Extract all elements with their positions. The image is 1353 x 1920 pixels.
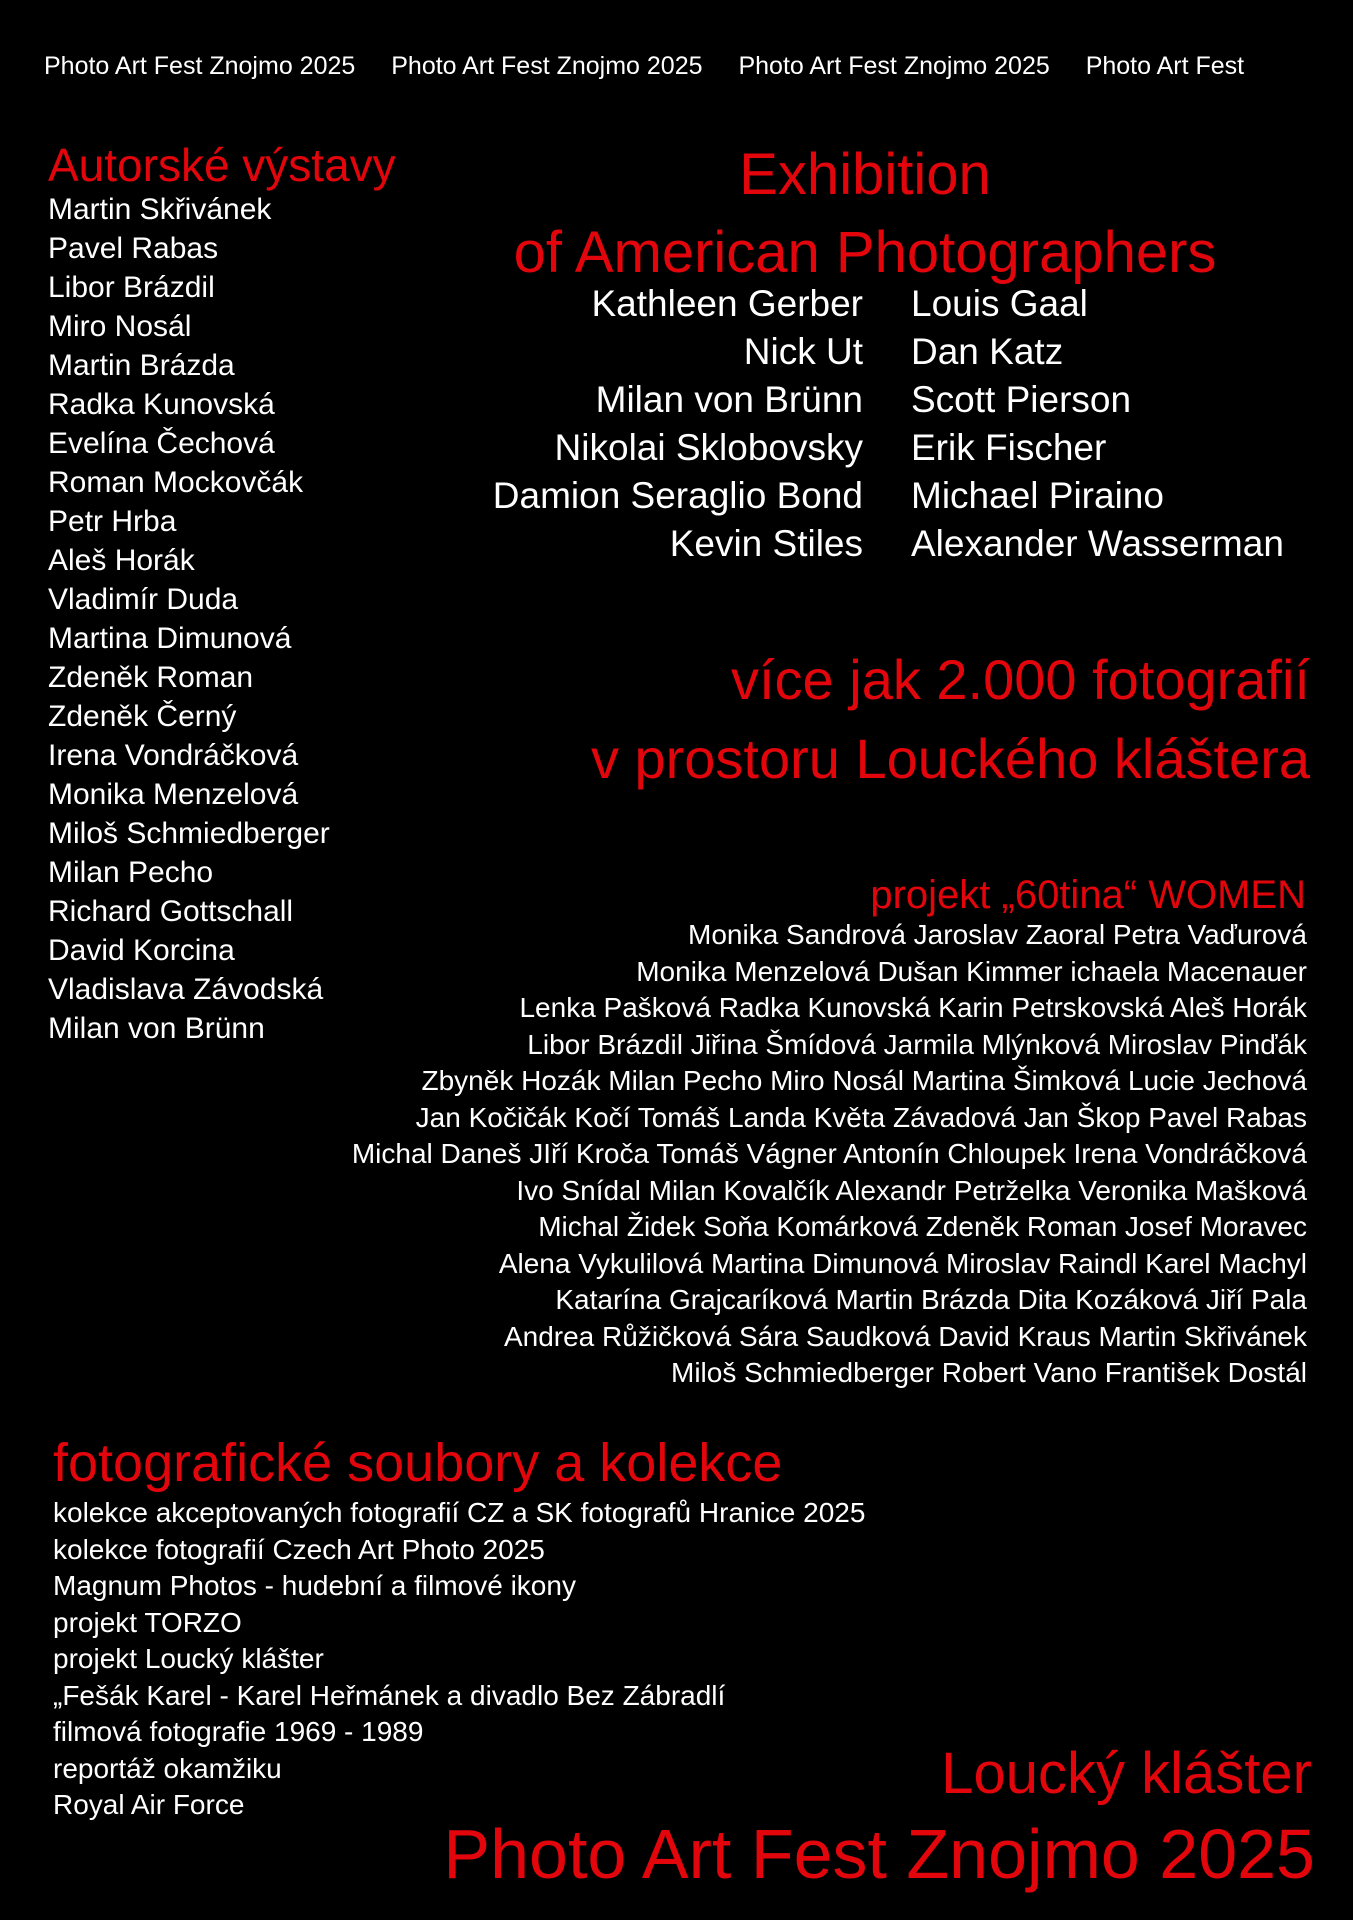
photo-set-item: projekt Loucký klášter — [53, 1643, 324, 1674]
women-project-row: Lenka Pašková Radka Kunovská Karin Petrskovská Aleš Horák — [519, 992, 1307, 1023]
photo-sets-list — [53, 1495, 865, 1824]
header-strip-item: Photo Art Fest — [1085, 52, 1245, 80]
american-names-right — [911, 280, 1284, 568]
author-name: Libor Brázdil — [48, 271, 215, 304]
photo-set-item: kolekce akceptovaných fotografií CZ a SK fotografů Hranice 2025 — [53, 1497, 866, 1528]
women-project-row: Zbyněk Hozák Milan Pecho Miro Nosál Martina Šimková Lucie Jechová — [421, 1065, 1307, 1096]
photo-count-line2: v prostoru Louckého kláštera — [590, 727, 1310, 790]
women-project-row: Libor Brázdil Jiřina Šmídová Jarmila Mlýnková Miroslav Pinďák — [527, 1028, 1307, 1060]
american-photographer-name: Kathleen Gerber — [591, 283, 863, 324]
women-project-row: Ivo Snídal Milan Kovalčík Alexandr Petrželka Veronika Mašková — [516, 1174, 1307, 1206]
american-names-left — [493, 280, 863, 568]
header-strip — [44, 52, 1339, 81]
author-name: Martina Dimunová — [48, 622, 292, 655]
author-name: Miloš Schmiedberger — [48, 817, 330, 850]
author-name: Milan Pecho — [48, 856, 214, 889]
photo-set-item: „Fešák Karel - Karel Heřmánek a divadlo Bez Zábradlí — [53, 1679, 726, 1711]
venue-name: Loucký klášter — [941, 1741, 1312, 1806]
header-strip-item: Photo Art Fest Znojmo 2025 — [391, 52, 703, 80]
american-photographer-name: Michael Piraino — [911, 475, 1164, 516]
women-project-row: Alena Vykulilová Martina Dimunová Miroslav Raindl Karel Machyl — [498, 1247, 1307, 1279]
women-project-row: Jan Kočičák Kočí Tomáš Landa Květa Závadová Jan Škop Pavel Rabas — [415, 1101, 1307, 1133]
american-exhibition-title-line1: Exhibition — [739, 142, 991, 207]
author-name: Vladimír Duda — [48, 583, 239, 616]
women-project-row: Michal Daneš JIří Kroča Tomáš Vágner Antonín Chloupek Irena Vondráčková — [351, 1138, 1307, 1169]
american-photographer-name: Nikolai Sklobovsky — [554, 427, 863, 468]
author-name: Martin Brázda — [48, 349, 235, 382]
photo-set-item: projekt TORZO — [53, 1606, 242, 1638]
author-name: Radka Kunovská — [48, 388, 275, 421]
photo-set-item: kolekce fotografií Czech Art Photo 2025 — [53, 1533, 545, 1565]
women-project-row: Monika Sandrová Jaroslav Zaoral Petra Vaďurová — [688, 919, 1307, 950]
author-name: Roman Mockovčák — [48, 466, 304, 499]
photo-count-line1: více jak 2.000 fotografií — [730, 648, 1310, 711]
photo-set-item: Magnum Photos - hudební a filmové ikony — [53, 1570, 576, 1601]
american-exhibition-title-line2: of American Photographers — [513, 220, 1217, 285]
author-name: Milan von Brünn — [48, 1012, 265, 1045]
women-project-row: Michal Židek Soňa Komárková Zdeněk Roman Josef Moravec — [538, 1211, 1307, 1242]
author-name: Zdeněk Roman — [48, 661, 254, 694]
women-project-row: Andrea Růžičková Sára Saudková David Kraus Martin Skřivánek — [503, 1320, 1307, 1352]
american-photographer-name: Damion Seraglio Bond — [492, 475, 863, 516]
author-name: Miro Nosál — [48, 310, 192, 343]
author-name: Monika Menzelová — [48, 778, 299, 811]
author-name: Evelína Čechová — [48, 427, 275, 460]
author-name: Vladislava Závodská — [48, 973, 324, 1006]
author-exhibitions-title: Autorské výstavy — [48, 139, 396, 191]
women-project-list — [352, 917, 1307, 1392]
american-photographer-name: Scott Pierson — [911, 379, 1132, 420]
women-project-row: Katarína Grajcaríková Martin Brázda Dita Kozáková Jiří Pala — [555, 1284, 1307, 1315]
american-photographer-name: Dan Katz — [911, 331, 1064, 372]
author-name: Irena Vondráčková — [48, 739, 299, 772]
author-name: David Korcina — [48, 934, 235, 967]
american-photographer-name: Nick Ut — [743, 331, 863, 372]
american-photographer-name: Erik Fischer — [911, 427, 1107, 468]
women-project-title: projekt „60tina“ WOMEN — [870, 873, 1306, 917]
women-project-row: Miloš Schmiedberger Robert Vano František Dostál — [671, 1357, 1307, 1388]
american-photographer-name: Kevin Stiles — [669, 523, 863, 564]
header-strip-item: Photo Art Fest Znojmo 2025 — [738, 52, 1050, 80]
photo-set-item: Royal Air Force — [53, 1789, 245, 1820]
photo-count-block — [591, 640, 1310, 798]
american-exhibition-title — [470, 136, 1260, 292]
header-strip-item: Photo Art Fest Znojmo 2025 — [44, 52, 356, 80]
author-name: Richard Gottschall — [48, 895, 294, 928]
festival-name: Photo Art Fest Znojmo 2025 — [443, 1815, 1315, 1893]
photo-sets-title: fotografické soubory a kolekce — [53, 1433, 783, 1493]
american-photographer-name: Milan von Brünn — [595, 379, 863, 420]
women-project-row: Monika Menzelová Dušan Kimmer ichaela Macenauer — [636, 955, 1307, 987]
photo-set-item: filmová fotografie 1969 - 1989 — [53, 1716, 424, 1747]
author-name: Aleš Horák — [48, 544, 195, 577]
american-photographer-name: Alexander Wasserman — [911, 523, 1284, 564]
american-photographer-name: Louis Gaal — [911, 283, 1088, 324]
author-name: Martin Skřivánek — [48, 193, 272, 226]
photo-set-item: reportáž okamžiku — [53, 1752, 282, 1784]
author-exhibitions-section — [48, 140, 468, 1048]
author-name: Pavel Rabas — [48, 232, 219, 265]
author-name: Zdeněk Černý — [48, 700, 237, 733]
author-name: Petr Hrba — [48, 505, 177, 538]
